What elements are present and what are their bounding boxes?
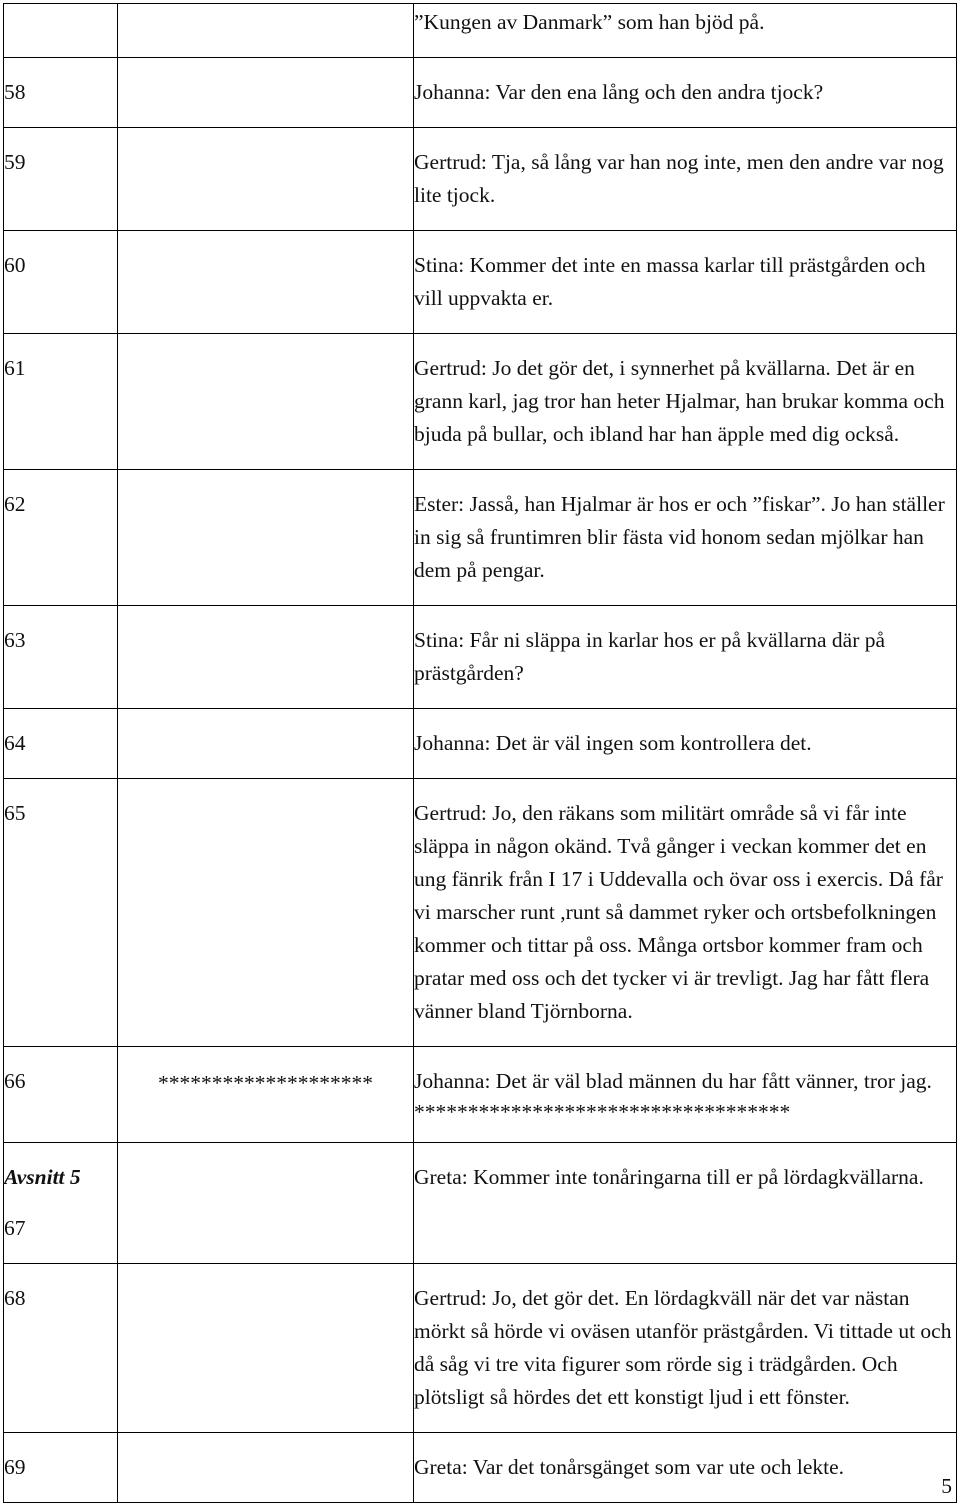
dialogue-text: Johanna: Var den ena lång och den andra tjock? [414, 80, 824, 104]
line-number: 64 [4, 731, 26, 755]
line-number: 59 [4, 150, 26, 174]
line-number-cell [4, 1264, 118, 1433]
dialogue-text: Stina: Får ni släppa in karlar hos er på kvällarna där på prästgården? [414, 628, 886, 685]
line-number-cell [4, 1433, 118, 1503]
table-row [4, 128, 957, 231]
table-row [4, 334, 957, 470]
dialogue-cell [414, 709, 957, 779]
table-row [4, 231, 957, 334]
dialogue-text: Ester: Jasså, han Hjalmar är hos er och ”fiskar”. Jo han ställer in sig så fruntimren blir fästa vid honom sedan mjölkar han dem på pengar. [414, 492, 945, 582]
line-number-cell [4, 231, 118, 334]
table-row [4, 58, 957, 128]
line-number-cell [4, 58, 118, 128]
empty-cell [118, 606, 414, 709]
dialogue-cell [414, 1047, 957, 1143]
dialogue-cell [414, 58, 957, 128]
table-row [4, 1143, 957, 1264]
line-number: 65 [4, 801, 26, 825]
line-number: 69 [4, 1455, 26, 1479]
dialogue-text: Gertrud: Jo det gör det, i synnerhet på kvällarna. Det är en grann karl, jag tror han heter Hjalmar, han brukar komma och bjuda på bullar, och ibland har han äpple med dig också. [414, 356, 945, 446]
dialogue-cell [414, 779, 957, 1047]
line-number: 66 [4, 1069, 26, 1093]
line-number-cell [4, 128, 118, 231]
dialogue-cell [414, 1264, 957, 1433]
table-row [4, 1264, 957, 1433]
line-number-cell [4, 1143, 118, 1264]
table-row [4, 470, 957, 606]
dialogue-cell [414, 334, 957, 470]
line-number-cell [4, 709, 118, 779]
line-number-cell [4, 1047, 118, 1143]
empty-cell [118, 1433, 414, 1503]
dialogue-cell [414, 128, 957, 231]
empty-cell [118, 4, 414, 58]
line-number-cell [4, 470, 118, 606]
dialogue-cell [414, 231, 957, 334]
line-number: 62 [4, 492, 26, 516]
scene-divider-stars: ******************** [158, 1071, 373, 1095]
line-number-cell [4, 334, 118, 470]
table-row [4, 779, 957, 1047]
line-number: 63 [4, 628, 26, 652]
line-number: 58 [4, 80, 26, 104]
empty-cell [118, 709, 414, 779]
empty-cell [118, 334, 414, 470]
empty-cell [118, 1143, 414, 1264]
empty-cell [118, 1264, 414, 1433]
line-number: 60 [4, 253, 26, 277]
section-heading: Avsnitt 5 [4, 1165, 81, 1189]
empty-cell [118, 128, 414, 231]
empty-cell [118, 470, 414, 606]
table-row [4, 4, 957, 58]
table-row [4, 1433, 957, 1503]
dialogue-text: ”Kungen av Danmark” som han bjöd på. [414, 10, 765, 34]
empty-cell [118, 231, 414, 334]
dialogue-text: Johanna: Det är väl blad männen du har fått vänner, tror jag. [414, 1069, 932, 1093]
empty-cell [118, 779, 414, 1047]
stars-cell [118, 1047, 414, 1143]
dialogue-text: Gertrud: Tja, så lång var han nog inte, men den andre var nog lite tjock. [414, 150, 944, 207]
line-number: 68 [4, 1286, 26, 1310]
dialogue-text: Stina: Kommer det inte en massa karlar till prästgården och vill uppvakta er. [414, 253, 926, 310]
dialogue-text: Gertrud: Jo, det gör det. En lördagkväll när det var nästan mörkt så hörde vi oväsen utanför prästgården. Vi tittade ut och då såg vi tre vita figurer som rörde sig i trädgården. Och plötsligt så hördes det ett konstigt ljud i ett fönster. [414, 1286, 952, 1409]
dialogue-cell [414, 606, 957, 709]
line-number-cell [4, 4, 118, 58]
table-row [4, 709, 957, 779]
line-number: 61 [4, 356, 26, 380]
dialogue-cell [414, 1143, 957, 1264]
line-number: 67 [4, 1216, 26, 1240]
table-row [4, 1047, 957, 1143]
scene-divider-stars: *********************************** [414, 1100, 791, 1124]
line-number-cell [4, 779, 118, 1047]
line-number-cell [4, 606, 118, 709]
table-row [4, 606, 957, 709]
dialogue-cell [414, 4, 957, 58]
dialogue-text: Johanna: Det är väl ingen som kontrollera det. [414, 731, 812, 755]
page-number: 5 [941, 1474, 952, 1498]
dialogue-text: Gertrud: Jo, den räkans som militärt område så vi får inte släppa in någon okänd. Två gånger i veckan kommer det en ung fänrik från I 17 i Uddevalla och övar oss i exercis. Då får vi marscher runt ,runt så dammet ryker och ortsbefolkningen kommer och tittar på oss. Många ortsbor kommer fram och pratar med oss och det tycker vi är trevligt. Jag har fått flera vänner bland Tjörnborna. [414, 801, 943, 1023]
dialogue-cell [414, 470, 957, 606]
script-table [3, 3, 957, 1503]
empty-cell [118, 58, 414, 128]
dialogue-cell [414, 1433, 957, 1503]
dialogue-text: Greta: Var det tonårsgänget som var ute och lekte. [414, 1455, 845, 1479]
dialogue-text: Greta: Kommer inte tonåringarna till er på lördagkvällarna. [414, 1165, 924, 1189]
